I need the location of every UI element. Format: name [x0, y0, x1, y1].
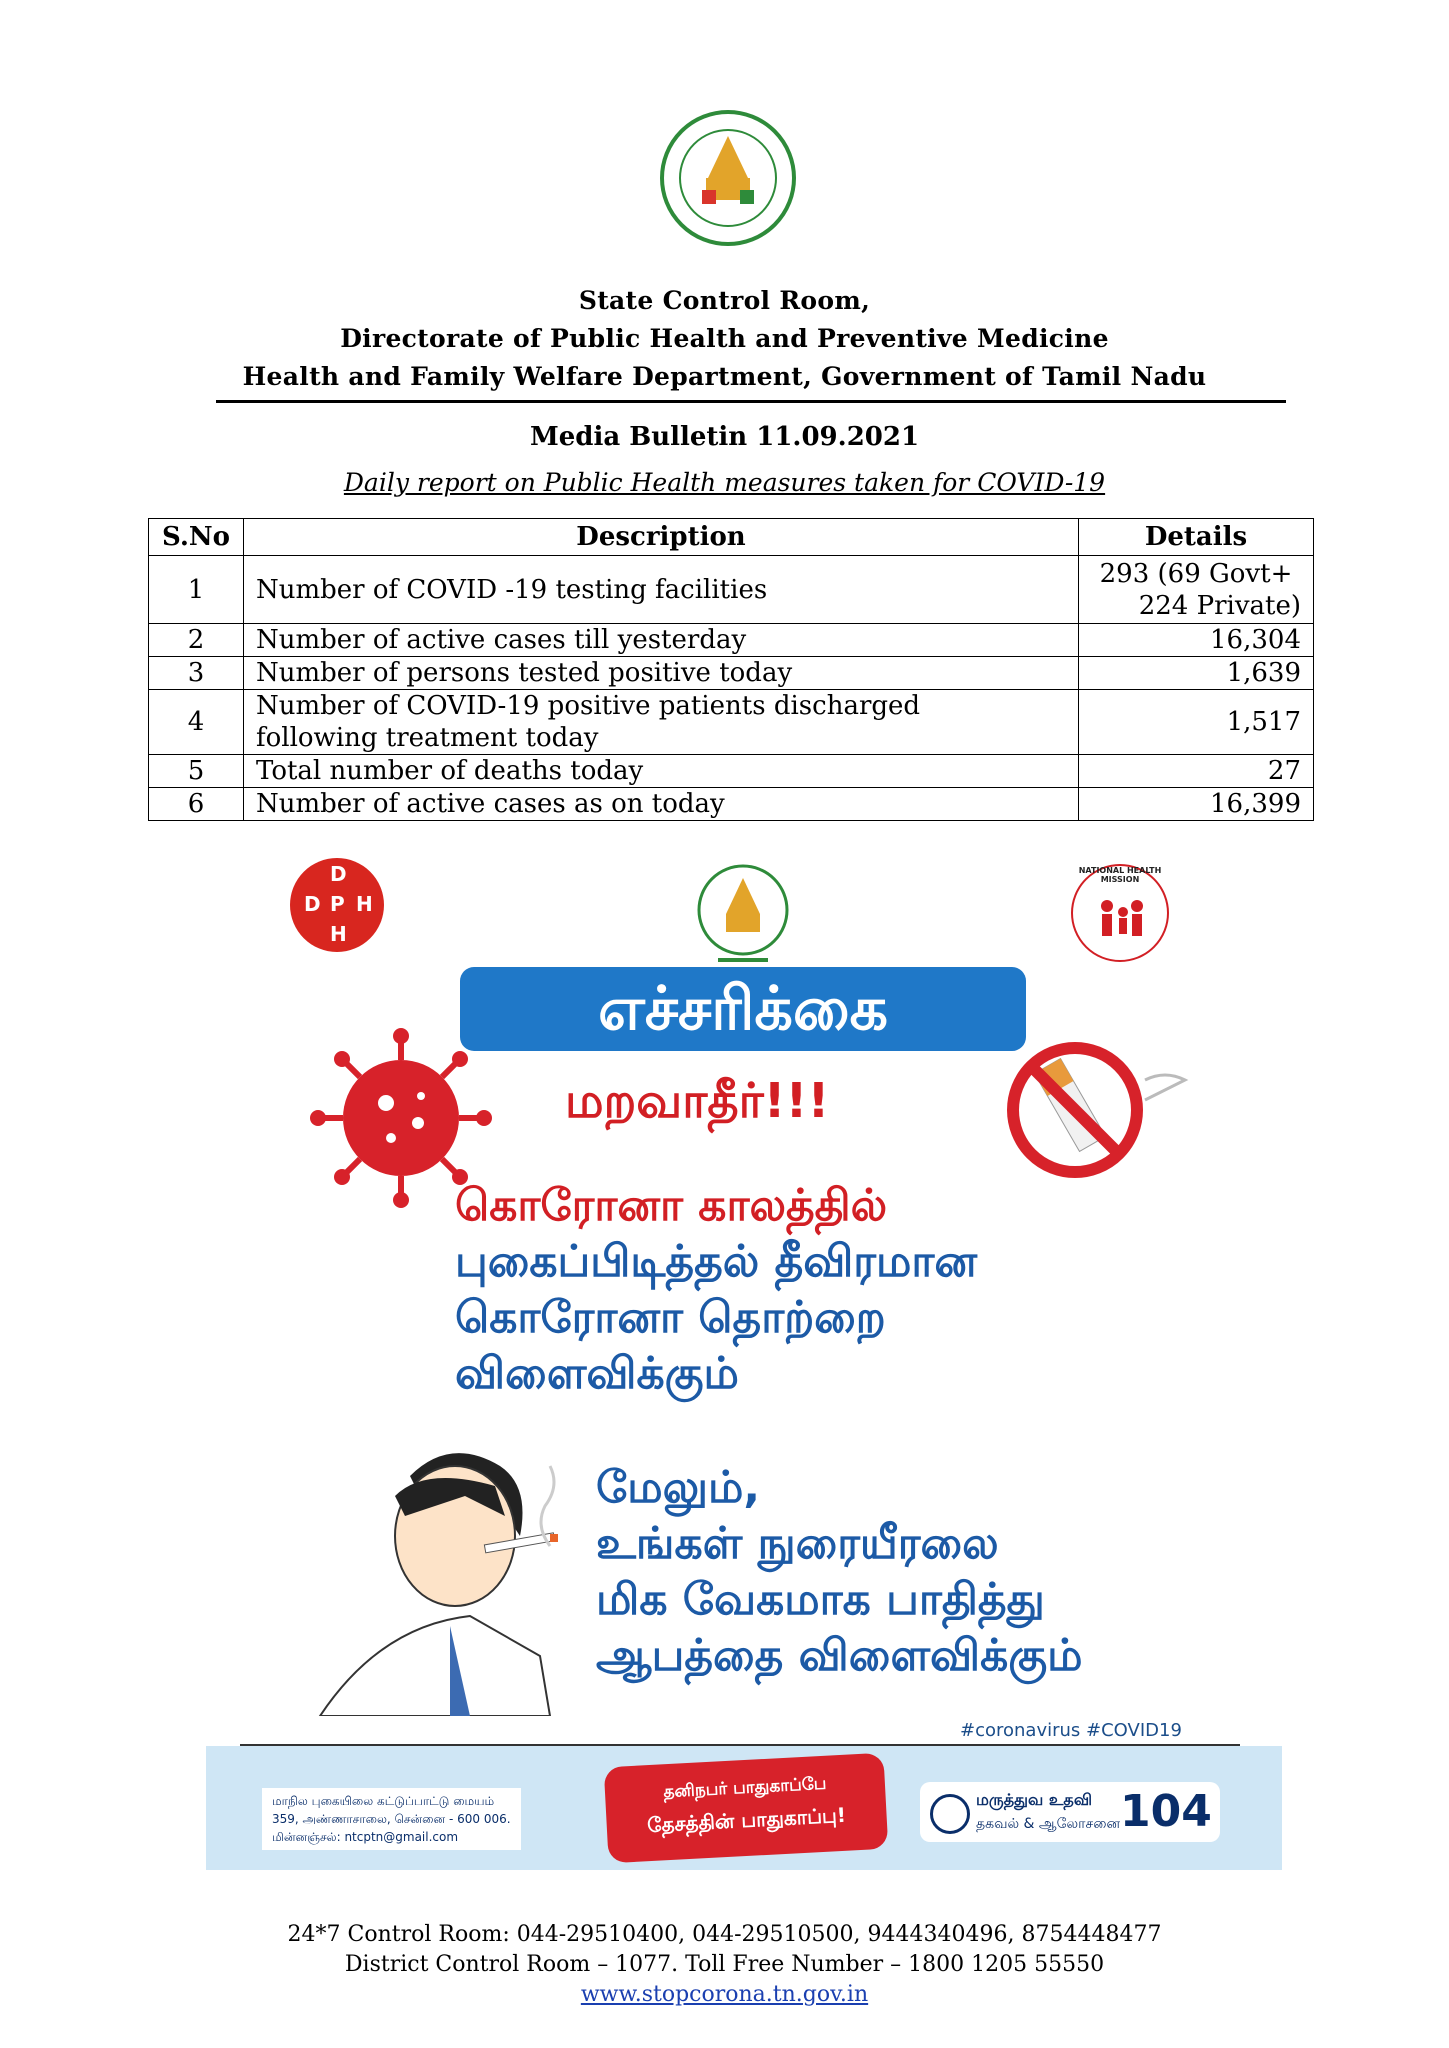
bulletin-subtitle: Daily report on Public Health measures taken for COVID-19 — [343, 468, 1106, 497]
table-row: 4 Number of COVID-19 positive patients discharged following treatment today 1,517 — [149, 690, 1314, 755]
control-room-numbers: 24*7 Control Room: 044-29510400, 044-29510500, 9444340496, 8754448477 — [287, 1922, 1162, 1947]
tamil-nadu-emblem-small — [688, 858, 798, 968]
phone-icon — [930, 1794, 970, 1834]
col-description: Description — [244, 519, 1079, 556]
website-row — [0, 1982, 1449, 2007]
do-not-forget-text: மறவாதீர்!!! — [565, 1073, 830, 1129]
poster-paragraph-2: மேலும், உங்கள் நுரையீரலை மிக வேகமாக பாதித்து ஆபத்தை விளைவிக்கும் — [596, 1462, 1083, 1681]
header-line-1: State Control Room, — [578, 286, 871, 315]
table-row: 6 Number of active cases as on today 16,399 — [149, 788, 1314, 821]
warning-banner — [460, 967, 1026, 1051]
covid-report-table — [148, 518, 1314, 821]
table-row: 2 Number of active cases till yesterday 16,304 — [149, 624, 1314, 657]
header-line-2: Directorate of Public Health and Preventive Medicine — [340, 324, 1109, 353]
header-line-3: Health and Family Welfare Department, Government of Tamil Nadu — [242, 362, 1207, 391]
col-details: Details — [1079, 519, 1314, 556]
no-smoking-icon — [995, 1030, 1215, 1180]
safety-slogan-badge: தனிநபர் பாதுகாப்பே தேசத்தின் பாதுகாப்பு! — [604, 1753, 889, 1864]
table-row: 5 Total number of deaths today 27 — [149, 755, 1314, 788]
nhm-logo-text: NATIONAL HEALTH MISSION — [1078, 866, 1162, 884]
website-link[interactable]: www.stopcorona.tn.gov.in — [580, 1982, 869, 2007]
smoking-man-illustration — [300, 1436, 600, 1716]
hashtags: #coronavirus #COVID19 — [960, 1720, 1182, 1741]
warning-banner-text: எச்சரிக்கை — [598, 974, 888, 1044]
header-divider — [216, 400, 1286, 403]
dph-logo: D D P H H — [290, 858, 384, 952]
col-sno: S.No — [149, 519, 244, 556]
tamil-nadu-emblem — [658, 108, 798, 248]
table-row: 1 Number of COVID -19 testing facilities 293 (69 Govt+ 224 Private) — [149, 556, 1314, 624]
bulletin-title: Media Bulletin 11.09.2021 — [529, 422, 920, 452]
table-header-row — [149, 519, 1314, 556]
tobacco-control-address: மாநில புகையிலை கட்டுப்பாட்டு மையம் 359, அண்ணாசாலை, சென்னை - 600 006. மின்னஞ்சல்: ntcptn@gmail.com — [262, 1788, 521, 1850]
poster-paragraph-1: கொரோனா காலத்தில் புகைப்பிடித்தல் தீவிரமான கொரோனா தொற்றை விளைவிக்கும் — [455, 1180, 978, 1399]
table-row: 3 Number of persons tested positive today 1,639 — [149, 657, 1314, 690]
helpline-104: மருத்துவ உதவி தகவல் & ஆலோசனை 104 — [920, 1782, 1220, 1842]
district-control-room: District Control Room – 1077. Toll Free Number – 1800 1205 55550 — [344, 1952, 1105, 1977]
